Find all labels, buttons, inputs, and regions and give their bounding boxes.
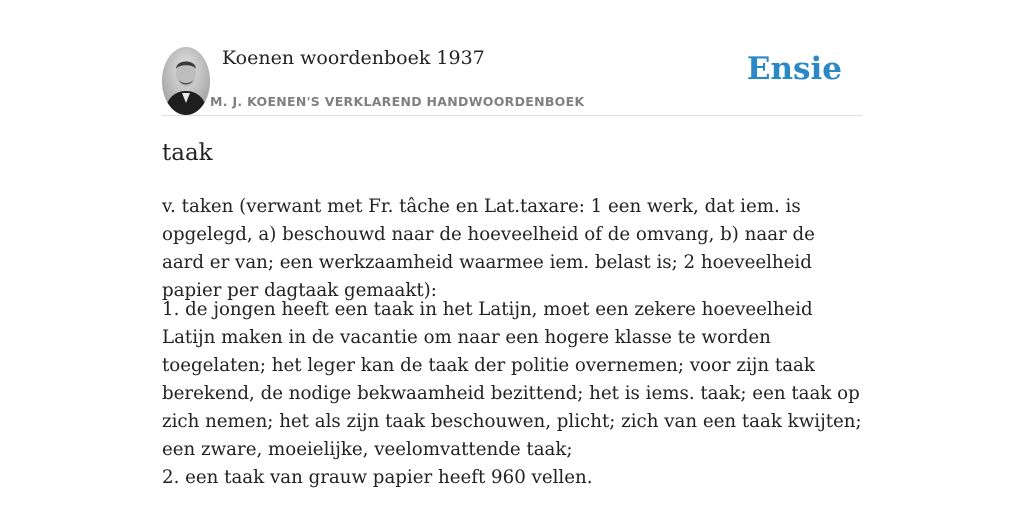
dictionary-subtitle: M. J. KOENEN'S VERKLAREND HANDWOORDENBOEK	[210, 94, 585, 109]
author-portrait-icon	[162, 47, 210, 115]
author-portrait-svg	[162, 47, 210, 115]
ensie-logo-link[interactable]: Ensie	[746, 51, 842, 87]
page	[162, 0, 862, 488]
entry-definition: v. taken (verwant met Fr. tâche en Lat.taxare: 1 een werk, dat iem. is opgelegd, a) beschouwd naar de hoeveelheid of de omvang, b) naar de aard er van; een werkzaamheid waarmee iem. belast is; 2 hoeveelheid papier per dagtaak gemaakt):	[162, 196, 815, 301]
page-title: taak	[162, 140, 213, 166]
dictionary-header	[162, 0, 862, 116]
example-item: 1. de jongen heeft een taak in het Latijn, moet een zekere hoeveelheid Latijn maken in de vacantie om naar een hogere klasse te worden toegelaten; het leger kan de taak der politie overnemen; voor zijn taak berekend, de nodige bekwaamheid bezittend; het is iems. taak; een taak op zich nemen; het als zijn taak beschouwen, plicht; zich van een taak kwijten; een zware, moeielijke, veelomvattende taak;	[162, 299, 862, 460]
entry-examples	[162, 296, 862, 492]
example-item: 2. een taak van grauw papier heeft 960 vellen.	[162, 467, 593, 488]
dictionary-title[interactable]: Koenen woordenboek 1937	[222, 47, 485, 69]
